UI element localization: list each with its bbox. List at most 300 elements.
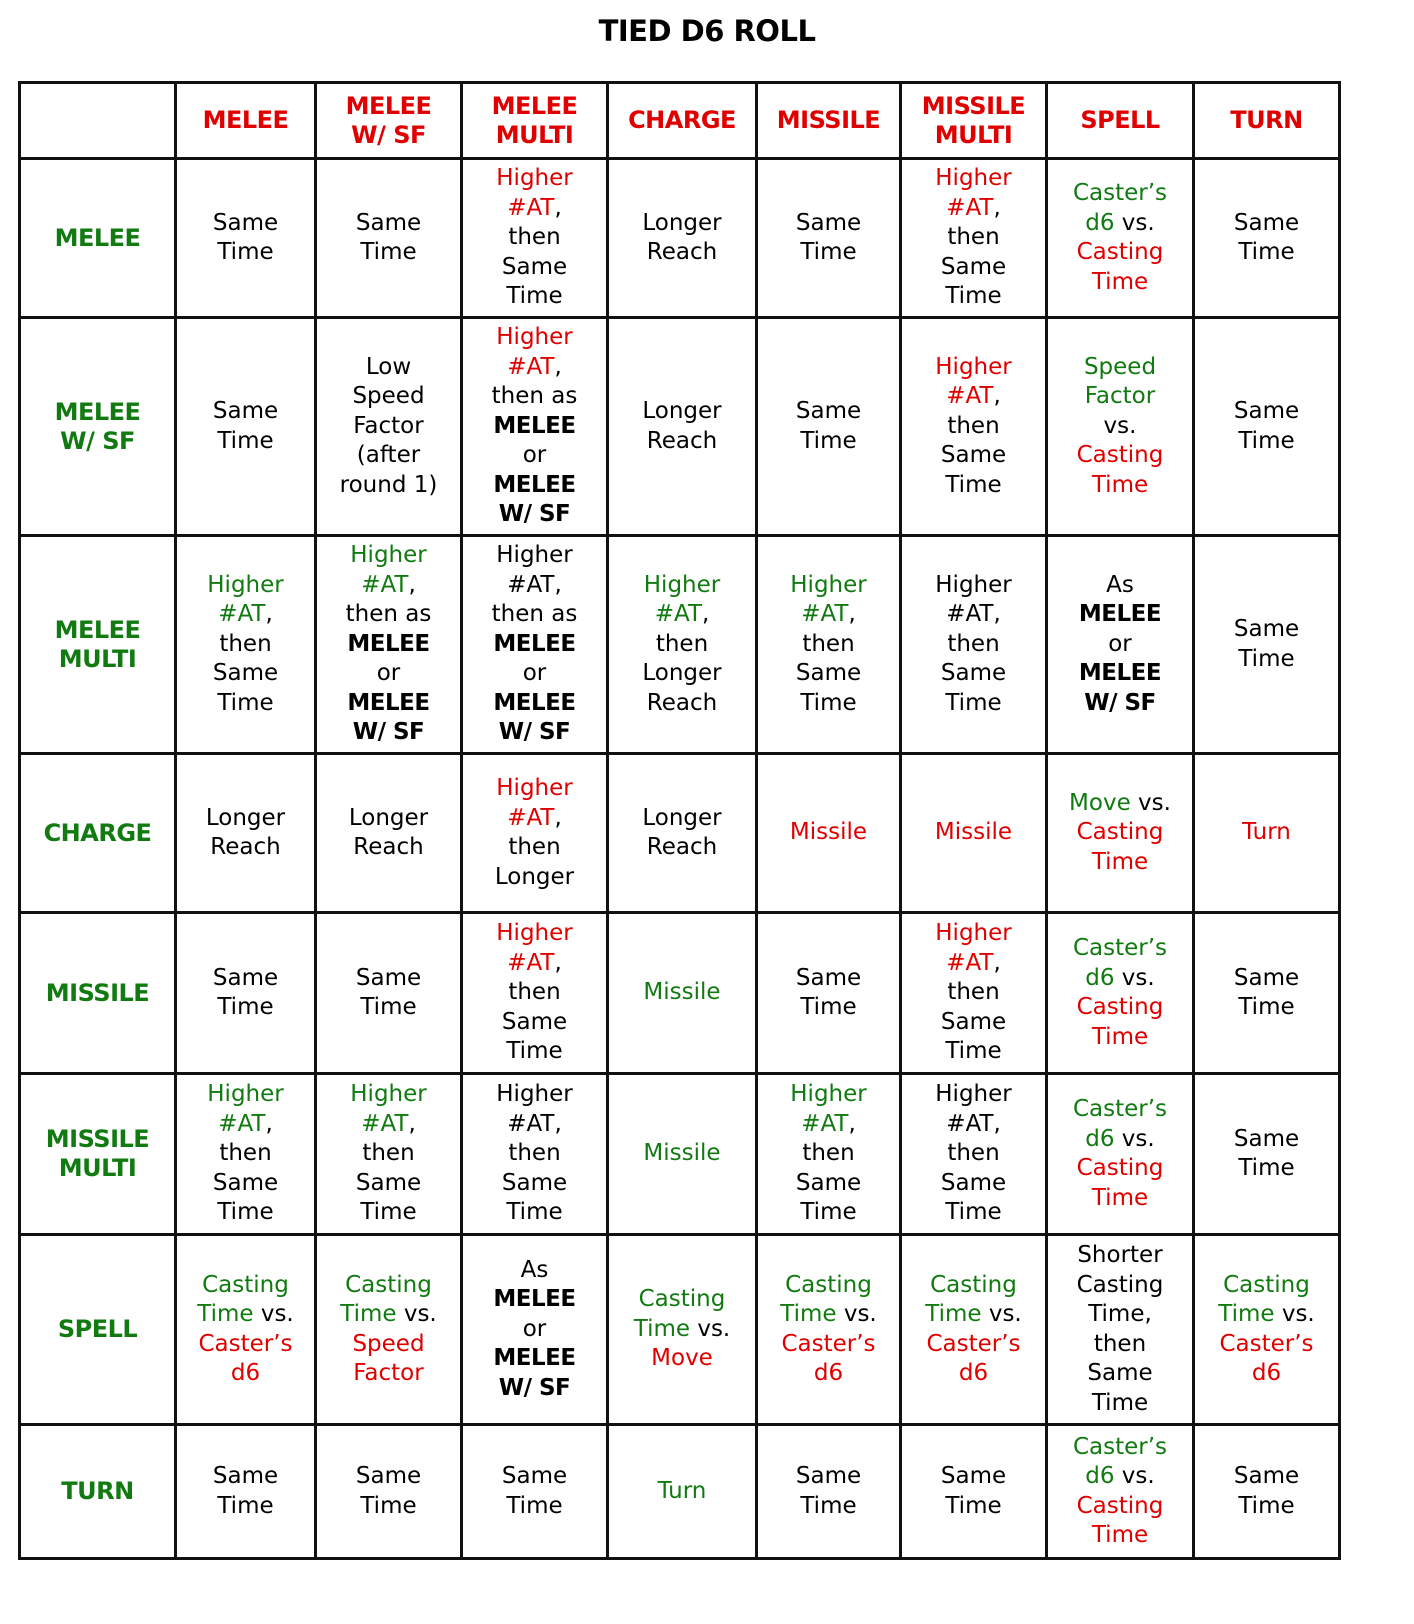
- cell-text: Time: [217, 427, 274, 454]
- table-cell: [316, 1235, 462, 1425]
- cell-text: then: [508, 979, 561, 1006]
- cell-line: [465, 1344, 604, 1374]
- cell-line: [179, 1330, 312, 1360]
- cell-text: Higher: [935, 920, 1012, 947]
- table-cell: [316, 318, 462, 536]
- cell-text: Caster’s: [926, 1330, 1021, 1357]
- cell-text: ,: [701, 601, 710, 628]
- cell-line: [1050, 964, 1190, 994]
- cell-text: #AT: [801, 601, 849, 628]
- cell-line: [611, 571, 753, 601]
- cell-line: [760, 238, 897, 268]
- cell-text: Time: [340, 1301, 397, 1327]
- cell-line: [465, 689, 604, 719]
- cell-text: #AT,: [507, 1110, 562, 1137]
- cell-text: Caster’s: [1072, 935, 1168, 961]
- cell-text: Longer: [642, 660, 722, 687]
- cell-text: Time: [217, 239, 274, 265]
- table-cell: [462, 159, 608, 318]
- column-header-line: SPELL: [1080, 106, 1160, 134]
- cell-line: [760, 1271, 897, 1301]
- cell-text: vs.: [1114, 209, 1155, 236]
- cell-line: [179, 209, 312, 239]
- cell-line: [1197, 238, 1336, 268]
- cell-text: vs.: [1130, 789, 1171, 816]
- cell-line: [319, 471, 458, 501]
- cell-line: [1050, 934, 1190, 964]
- cell-line: [319, 382, 458, 412]
- cell-text: Time: [217, 689, 274, 716]
- cell-text: MELEE: [347, 689, 430, 716]
- cell-text: then: [655, 630, 709, 657]
- column-header-charge: [608, 83, 757, 159]
- cell-line: [319, 441, 458, 471]
- cell-text: d6: [1251, 1360, 1282, 1386]
- cell-line: [465, 571, 604, 601]
- cell-text: Time: [217, 994, 274, 1020]
- cell-text: then: [219, 1140, 272, 1167]
- cell-line: [904, 412, 1043, 442]
- column-header-line: MULTI: [934, 120, 1013, 149]
- cell-line: [179, 1198, 312, 1228]
- table-cell: [462, 1425, 608, 1559]
- cell-line: [760, 1198, 897, 1228]
- cell-line: [179, 1359, 312, 1389]
- cell-line: [319, 238, 458, 268]
- cell-text: or: [522, 442, 547, 469]
- cell-text: Same: [940, 660, 1007, 687]
- cell-text: Same: [1233, 964, 1300, 991]
- cell-line: [904, 1330, 1043, 1360]
- cell-line: [465, 600, 604, 630]
- table-cell: [316, 913, 462, 1074]
- cell-text: Time: [800, 1492, 857, 1519]
- cell-text: Same: [355, 1463, 422, 1489]
- row-header: [20, 1235, 176, 1425]
- cell-line: [465, 164, 604, 194]
- cell-text: #AT: [361, 1110, 409, 1137]
- cell-text: Time: [1238, 1155, 1295, 1181]
- cell-text: Higher: [935, 353, 1012, 380]
- cell-text: then: [802, 1140, 855, 1167]
- cell-text: vs.: [690, 1315, 731, 1342]
- cell-text: Same: [212, 1169, 279, 1196]
- cell-text: Same: [355, 1169, 422, 1196]
- cell-text: Higher: [496, 542, 573, 569]
- cell-line: [1050, 630, 1190, 660]
- cell-line: [904, 1359, 1043, 1389]
- cell-line: [465, 919, 604, 949]
- cell-line: [1050, 209, 1190, 239]
- cell-text: Turn: [657, 1477, 707, 1504]
- row-header: [20, 754, 176, 913]
- cell-line: [465, 223, 604, 253]
- cell-text: Same: [1233, 616, 1300, 642]
- cell-text: MELEE: [493, 471, 576, 498]
- cell-line: [179, 427, 312, 457]
- cell-text: Casting: [785, 1271, 872, 1298]
- cell-text: Higher: [790, 1081, 867, 1108]
- cell-text: vs.: [1103, 412, 1137, 439]
- row-header-line: MISSILE: [45, 978, 150, 1007]
- cell-text: Time: [945, 1199, 1002, 1226]
- row-header-line: MULTI: [58, 644, 137, 673]
- cell-text: ,: [265, 601, 273, 628]
- cell-text: Time: [800, 994, 857, 1020]
- table-cell: [901, 754, 1047, 913]
- cell-text: Time: [780, 1301, 837, 1327]
- cell-line: [760, 659, 897, 689]
- table-cell: [462, 754, 608, 913]
- cell-text: Higher: [790, 571, 867, 598]
- cell-line: [904, 223, 1043, 253]
- cell-line: [319, 964, 458, 994]
- cell-text: or: [522, 1315, 547, 1342]
- cell-text: then: [947, 630, 1000, 657]
- cell-line: [904, 978, 1043, 1008]
- cell-line: [319, 1169, 458, 1199]
- cell-text: vs.: [396, 1301, 437, 1327]
- cell-line: [319, 1198, 458, 1228]
- cell-text: d6: [1085, 209, 1115, 236]
- cell-line: [465, 1169, 604, 1199]
- cell-text: #AT: [507, 804, 555, 831]
- cell-line: [1050, 1462, 1190, 1492]
- cell-line: [1050, 1241, 1190, 1271]
- cell-line: [179, 1300, 312, 1330]
- cell-line: [465, 323, 604, 353]
- cell-text: then: [802, 630, 855, 657]
- cell-text: Time: [1238, 427, 1295, 454]
- cell-text: Higher: [496, 165, 573, 192]
- cell-line: [1050, 818, 1190, 848]
- cell-line: [465, 833, 604, 863]
- table-cell: [1194, 159, 1340, 318]
- column-header-line: MISSILE: [921, 91, 1026, 120]
- cell-line: [1197, 1330, 1336, 1360]
- cell-text: Speed: [352, 1330, 425, 1357]
- cell-text: Casting: [638, 1286, 726, 1313]
- cell-line: [319, 630, 458, 660]
- cell-text: Same: [795, 1463, 862, 1489]
- cell-text: Same: [212, 1463, 279, 1489]
- cell-line: [904, 600, 1043, 630]
- cell-text: Reach: [210, 834, 281, 860]
- cell-text: Same: [940, 1169, 1007, 1196]
- cell-text: Casting: [1076, 239, 1164, 265]
- cell-line: [319, 1492, 458, 1522]
- cell-text: ,: [848, 1110, 856, 1137]
- column-header-line: MELEE: [345, 91, 432, 120]
- cell-text: Time: [1091, 848, 1149, 875]
- cell-text: Reach: [646, 239, 718, 265]
- tied-roll-table: [18, 81, 1341, 1560]
- cell-text: Higher: [496, 324, 573, 351]
- row-header-line: W/ SF: [60, 426, 135, 455]
- cell-text: Longer: [205, 804, 286, 831]
- table-row: [20, 1425, 1340, 1559]
- cell-line: [611, 209, 753, 239]
- cell-line: [904, 630, 1043, 660]
- cell-text: Higher: [496, 920, 573, 947]
- cell-line: [465, 471, 604, 501]
- cell-text: Caster’s: [1072, 180, 1168, 206]
- table-cell: [757, 1425, 901, 1559]
- cell-text: Same: [501, 1463, 568, 1489]
- cell-text: Same: [355, 964, 422, 991]
- cell-text: Caster’s: [1072, 1096, 1168, 1122]
- cell-line: [465, 1285, 604, 1315]
- cell-line: [611, 238, 753, 268]
- cell-line: [465, 718, 604, 748]
- cell-line: [465, 412, 604, 442]
- cell-text: Same: [212, 964, 279, 991]
- cell-line: [179, 993, 312, 1023]
- cell-line: [179, 804, 312, 834]
- cell-line: [1197, 993, 1336, 1023]
- cell-text: Time: [1238, 1492, 1295, 1519]
- cell-text: Speed: [352, 383, 425, 410]
- cell-line: [179, 238, 312, 268]
- cell-line: [319, 541, 458, 571]
- cell-text: Factor: [1084, 383, 1156, 410]
- cell-line: [1050, 441, 1190, 471]
- cell-line: [319, 1080, 458, 1110]
- cell-line: [1050, 1521, 1190, 1551]
- table-cell: [462, 318, 608, 536]
- table-cell: [176, 1425, 316, 1559]
- cell-text: Casting: [1076, 1271, 1164, 1298]
- cell-text: Higher: [935, 165, 1012, 192]
- cell-text: Time: [360, 1199, 417, 1226]
- cell-line: [904, 1037, 1043, 1067]
- cell-text: Speed: [1083, 353, 1157, 380]
- cell-line: [319, 1139, 458, 1169]
- cell-text: MELEE: [1078, 660, 1162, 687]
- cell-text: Same: [795, 398, 862, 424]
- cell-text: or: [376, 660, 401, 687]
- cell-text: Same: [1087, 1360, 1153, 1386]
- table-cell: [176, 754, 316, 913]
- cell-line: [465, 1037, 604, 1067]
- table-cell: [462, 1074, 608, 1235]
- cell-text: Time: [1238, 994, 1295, 1020]
- cell-line: [1197, 209, 1336, 239]
- cell-line: [319, 1330, 458, 1360]
- cell-text: Time: [800, 689, 857, 716]
- cell-line: [319, 804, 458, 834]
- row-header-line: MISSILE: [45, 1125, 150, 1153]
- cell-text: Longer: [494, 863, 575, 890]
- cell-line: [904, 1271, 1043, 1301]
- page-title: TIED D6 ROLL: [598, 14, 816, 48]
- cell-line: [319, 209, 458, 239]
- cell-text: Factor: [353, 1360, 424, 1386]
- table-cell: [901, 318, 1047, 536]
- cell-text: #AT: [801, 1110, 849, 1137]
- cell-text: Move: [651, 1345, 713, 1372]
- cell-text: #AT: [946, 383, 994, 410]
- cell-text: d6: [1085, 1463, 1115, 1489]
- cell-line: [1050, 689, 1190, 719]
- cell-line: [1050, 1330, 1190, 1360]
- column-header-missile: [757, 83, 901, 159]
- cell-line: [1197, 1271, 1336, 1301]
- table-row: [20, 536, 1340, 754]
- cell-text: Time: [800, 427, 857, 454]
- cell-line: [611, 1139, 753, 1169]
- cell-text: ,: [848, 601, 856, 628]
- table-cell: [1047, 1425, 1194, 1559]
- cell-text: Same: [795, 964, 862, 991]
- table-cell: [901, 913, 1047, 1074]
- cell-text: W/ SF: [1084, 689, 1156, 716]
- cell-line: [465, 1110, 604, 1140]
- table-row: [20, 159, 1340, 318]
- cell-text: Time: [506, 283, 563, 310]
- cell-line: [760, 427, 897, 457]
- cell-text: Casting: [930, 1271, 1017, 1298]
- row-header: [20, 318, 176, 536]
- table-cell: [757, 318, 901, 536]
- cell-text: Higher: [643, 571, 721, 598]
- cell-line: [465, 949, 604, 979]
- cell-text: then: [219, 630, 272, 657]
- table-cell: [608, 1425, 757, 1559]
- cell-text: Same: [501, 1169, 568, 1196]
- cell-text: vs.: [1114, 1125, 1155, 1152]
- cell-text: Time: [945, 689, 1002, 716]
- cell-line: [1197, 818, 1336, 848]
- cell-text: Time: [217, 1492, 274, 1519]
- cell-line: [611, 804, 753, 834]
- cell-text: Time: [197, 1301, 254, 1327]
- cell-line: [1050, 412, 1190, 442]
- table-cell: [757, 536, 901, 754]
- row-header-line: MELEE: [54, 615, 141, 644]
- cell-text: or: [522, 660, 547, 687]
- cell-line: [1050, 1125, 1190, 1155]
- cell-line: [319, 833, 458, 863]
- table-cell: [757, 913, 901, 1074]
- cell-line: [319, 1300, 458, 1330]
- cell-line: [760, 1462, 897, 1492]
- cell-line: [1197, 427, 1336, 457]
- cell-text: Missile: [789, 819, 868, 846]
- cell-line: [465, 804, 604, 834]
- cell-line: [319, 571, 458, 601]
- cell-text: Casting: [1223, 1271, 1310, 1298]
- cell-line: [1050, 1154, 1190, 1184]
- cell-line: [611, 978, 753, 1008]
- cell-text: Time: [360, 994, 417, 1020]
- cell-line: [1050, 789, 1190, 819]
- column-header-line: MELEE: [491, 91, 578, 120]
- table-cell: [608, 913, 757, 1074]
- cell-line: [904, 1139, 1043, 1169]
- cell-text: Casting: [1076, 819, 1164, 846]
- table-cell: [757, 1235, 901, 1425]
- cell-text: Casting: [1076, 1155, 1164, 1181]
- cell-text: Move: [1069, 789, 1131, 816]
- cell-text: MELEE: [493, 1345, 576, 1372]
- cell-text: Time: [800, 1199, 857, 1226]
- cell-line: [1050, 1433, 1190, 1463]
- table-cell: [462, 536, 608, 754]
- cell-line: [319, 1359, 458, 1389]
- cell-text: Same: [940, 1008, 1007, 1035]
- table-row: [20, 1235, 1340, 1425]
- row-header-line: MELEE: [54, 223, 141, 252]
- cell-text: #AT: [361, 571, 409, 598]
- cell-line: [760, 964, 897, 994]
- table-cell: [1194, 536, 1340, 754]
- cell-text: Same: [501, 1008, 568, 1035]
- table-cell: [1194, 1425, 1340, 1559]
- cell-text: Same: [1233, 209, 1300, 236]
- cell-text: Time: [1091, 1023, 1149, 1050]
- cell-text: MELEE: [493, 1286, 576, 1313]
- table-cell: [1194, 1235, 1340, 1425]
- cell-text: then: [508, 224, 561, 251]
- cell-text: then: [508, 834, 561, 860]
- cell-text: ,: [993, 949, 1001, 976]
- cell-line: [904, 1080, 1043, 1110]
- cell-line: [904, 382, 1043, 412]
- cell-text: vs.: [1114, 964, 1155, 991]
- cell-line: [465, 1315, 604, 1345]
- cell-line: [1050, 571, 1190, 601]
- cell-text: Reach: [646, 834, 718, 860]
- cell-line: [611, 689, 753, 719]
- column-header-melee-w-sf: [316, 83, 462, 159]
- cell-text: Time: [945, 471, 1002, 498]
- cell-text: MELEE: [1078, 601, 1162, 628]
- cell-line: [1050, 471, 1190, 501]
- cell-text: vs.: [253, 1301, 294, 1327]
- cell-line: [904, 441, 1043, 471]
- cell-text: Time: [1091, 1389, 1149, 1416]
- cell-line: [319, 718, 458, 748]
- cell-line: [465, 863, 604, 893]
- cell-text: As: [520, 1256, 549, 1283]
- cell-text: Higher: [207, 571, 284, 598]
- column-header-line: W/ SF: [351, 120, 426, 149]
- cell-text: Time: [506, 1038, 563, 1065]
- cell-line: [760, 1492, 897, 1522]
- table-cell: [1047, 159, 1194, 318]
- cell-line: [179, 964, 312, 994]
- cell-line: [319, 412, 458, 442]
- table-cell: [608, 1235, 757, 1425]
- column-header-line: MELEE: [202, 106, 289, 134]
- table-cell: [316, 159, 462, 318]
- cell-text: Higher: [350, 542, 427, 569]
- cell-line: [465, 659, 604, 689]
- cell-line: [179, 1139, 312, 1169]
- cell-text: vs.: [836, 1301, 877, 1327]
- cell-line: [904, 1492, 1043, 1522]
- cell-line: [904, 571, 1043, 601]
- cell-text: Caster’s: [198, 1330, 293, 1357]
- cell-text: Time: [1238, 645, 1295, 672]
- cell-line: [760, 397, 897, 427]
- cell-text: #AT,: [946, 1110, 1001, 1137]
- cell-text: Time: [360, 239, 417, 265]
- cell-line: [319, 659, 458, 689]
- cell-text: d6: [1085, 1125, 1115, 1152]
- cell-text: #AT: [654, 601, 702, 628]
